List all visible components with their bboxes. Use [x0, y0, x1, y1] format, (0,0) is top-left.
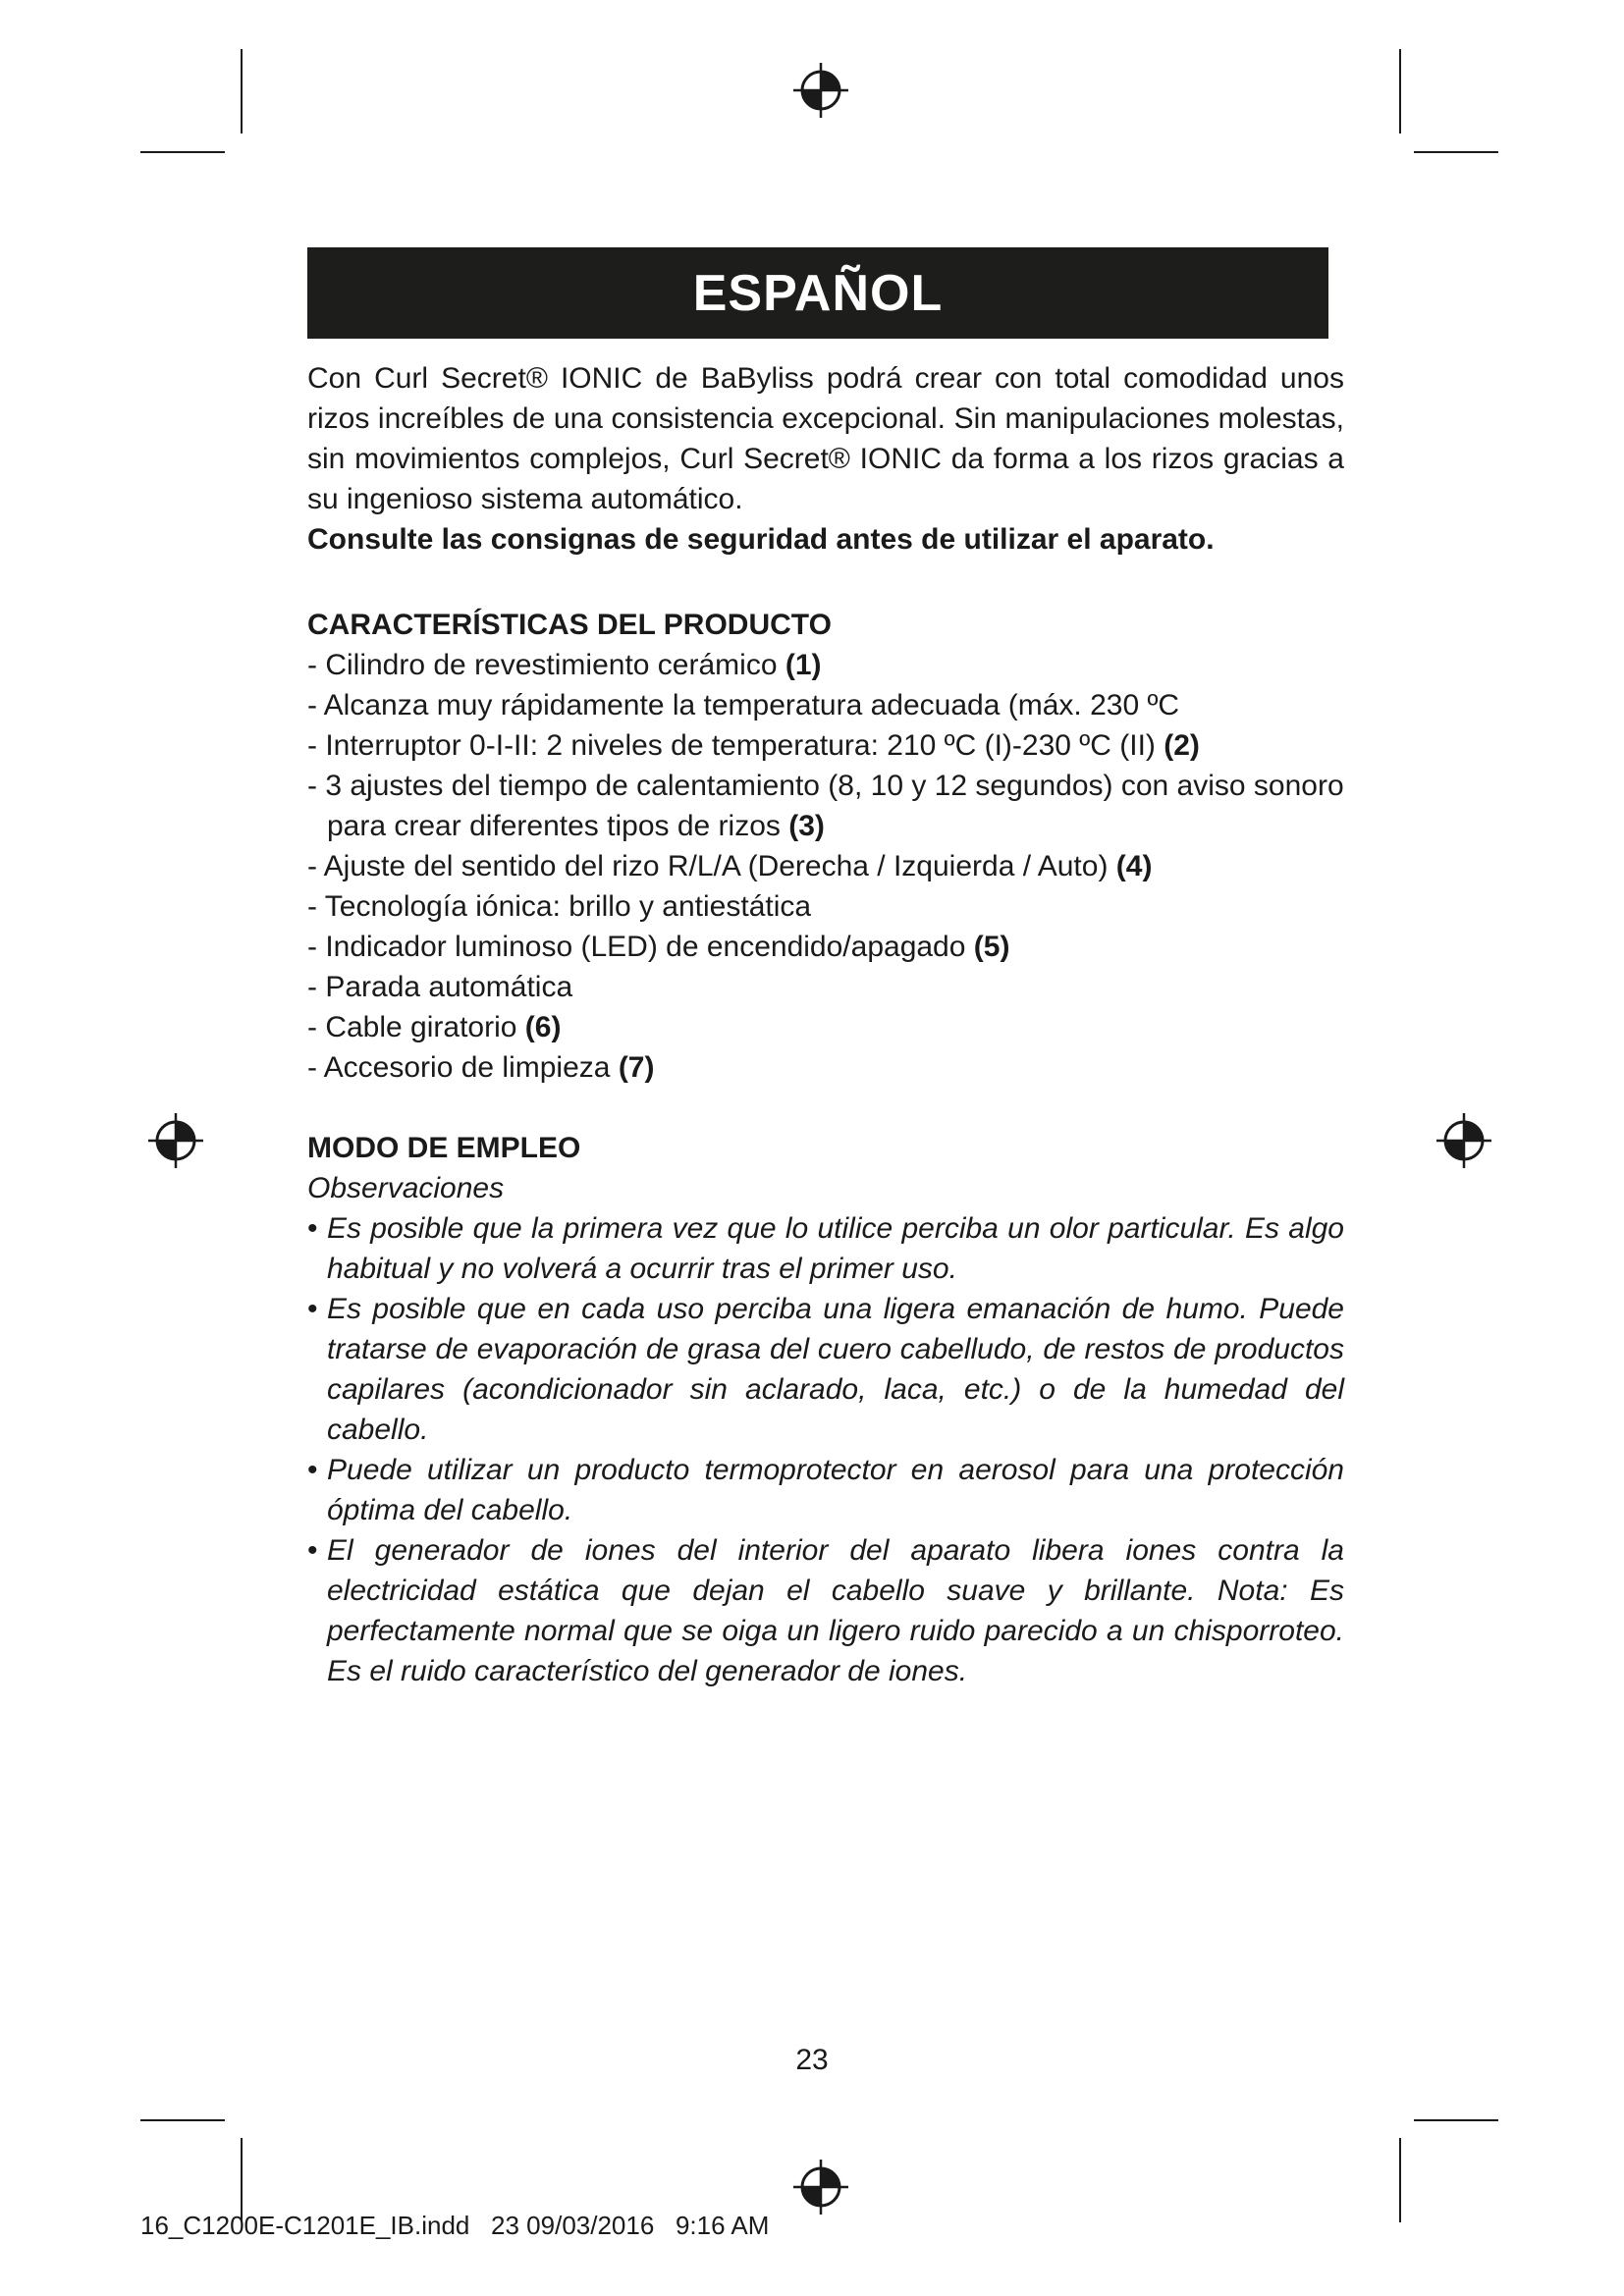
usage-section [307, 1128, 1344, 1691]
registration-mark-top-icon [791, 61, 850, 120]
language-title: ESPAÑOL [692, 264, 944, 322]
observation-item: • Puede utilizar un producto termoprotector en aerosol para una protección óptima del cabello. [307, 1450, 1344, 1530]
crop-mark-top-right-vertical [1399, 49, 1401, 133]
feature-item: - Alcanza muy rápidamente la temperatura adecuada (máx. 230 ºC [307, 689, 1180, 721]
bullet-icon: • [307, 1534, 318, 1567]
crop-mark-bottom-right-horizontal [1414, 2119, 1498, 2121]
observation-item: • Es posible que en cada uso perciba una ligera emanación de humo. Puede tratarse de evaporación de grasa del cuero cabelludo, de restos de productos capilares (acondicionador sin aclarado, laca, etc.) o de la humedad del cabello. [307, 1289, 1344, 1450]
bullet-icon: • [307, 1293, 318, 1325]
features-section [307, 605, 1344, 1088]
feature-item: - Tecnología iónica: brillo y antiestática [307, 890, 812, 923]
bullet-icon: • [307, 1212, 318, 1245]
registration-mark-left-icon [146, 1111, 205, 1170]
feature-item: - Indicador luminoso (LED) de encendido/apagado (5) [307, 931, 1010, 963]
registration-mark-bottom-icon [791, 2158, 850, 2216]
registration-mark-right-icon [1435, 1111, 1493, 1170]
feature-item: - Parada automática [307, 971, 573, 1003]
usage-subtitle: Observaciones [307, 1172, 505, 1204]
language-header-bar [307, 247, 1328, 339]
crop-mark-top-left-horizontal [140, 151, 225, 153]
observation-item: • El generador de iones del interior del aparato libera iones contra la electricidad estática que dejan el cabello suave y brillante. Nota: Es perfectamente normal que se oiga un ligero ruido parecido a un chisporroteo. Es el ruido característico del generador de iones. [307, 1530, 1344, 1691]
observations-list [307, 1208, 1344, 1691]
bullet-icon: • [307, 1454, 318, 1486]
observation-item: • Es posible que la primera vez que lo utilice perciba un olor particular. Es algo habitual y no volverá a ocurrir tras el primer uso. [307, 1208, 1344, 1289]
usage-title: MODO DE EMPLEO [307, 1132, 581, 1164]
intro-paragraph: Con Curl Secret® IONIC de BaByliss podrá crear con total comodidad unos rizos increíbles de una consistencia excepcional. Sin manipulaciones molestas, sin movimientos complejos, Curl Secret® IONIC da forma a los rizos gracias a su ingenioso sistema automático. [307, 362, 1344, 515]
intro-section [307, 358, 1344, 560]
manual-content [307, 358, 1344, 1691]
crop-mark-bottom-right-vertical [1399, 2138, 1401, 2222]
page-number: 23 [795, 2044, 829, 2076]
feature-item: - Ajuste del sentido del rizo R/L/A (Derecha / Izquierda / Auto) (4) [307, 850, 1153, 882]
crop-mark-top-right-horizontal [1414, 151, 1498, 153]
feature-item: - 3 ajustes del tiempo de calentamiento (8, 10 y 12 segundos) con aviso sonoro para crear diferentes tipos de rizos (3) [307, 770, 1344, 842]
print-slug: 16_C1200E-C1201E_IB.indd 23 09/03/2016 9:16 AM [140, 2211, 770, 2240]
features-list [307, 645, 1344, 1088]
feature-item: - Accesorio de limpieza (7) [307, 1051, 655, 1084]
feature-item: - Cable giratorio (6) [307, 1011, 562, 1043]
crop-mark-bottom-left-horizontal [140, 2119, 225, 2121]
safety-note: Consulte las consignas de seguridad antes de utilizar el aparato. [307, 523, 1215, 556]
crop-mark-top-left-vertical [241, 49, 243, 133]
features-title: CARACTERÍSTICAS DEL PRODUCTO [307, 609, 832, 641]
feature-item: - Interruptor 0-I-II: 2 niveles de temperatura: 210 ºC (I)-230 ºC (II) (2) [307, 729, 1200, 762]
feature-item: - Cilindro de revestimiento cerámico (1) [307, 649, 822, 681]
